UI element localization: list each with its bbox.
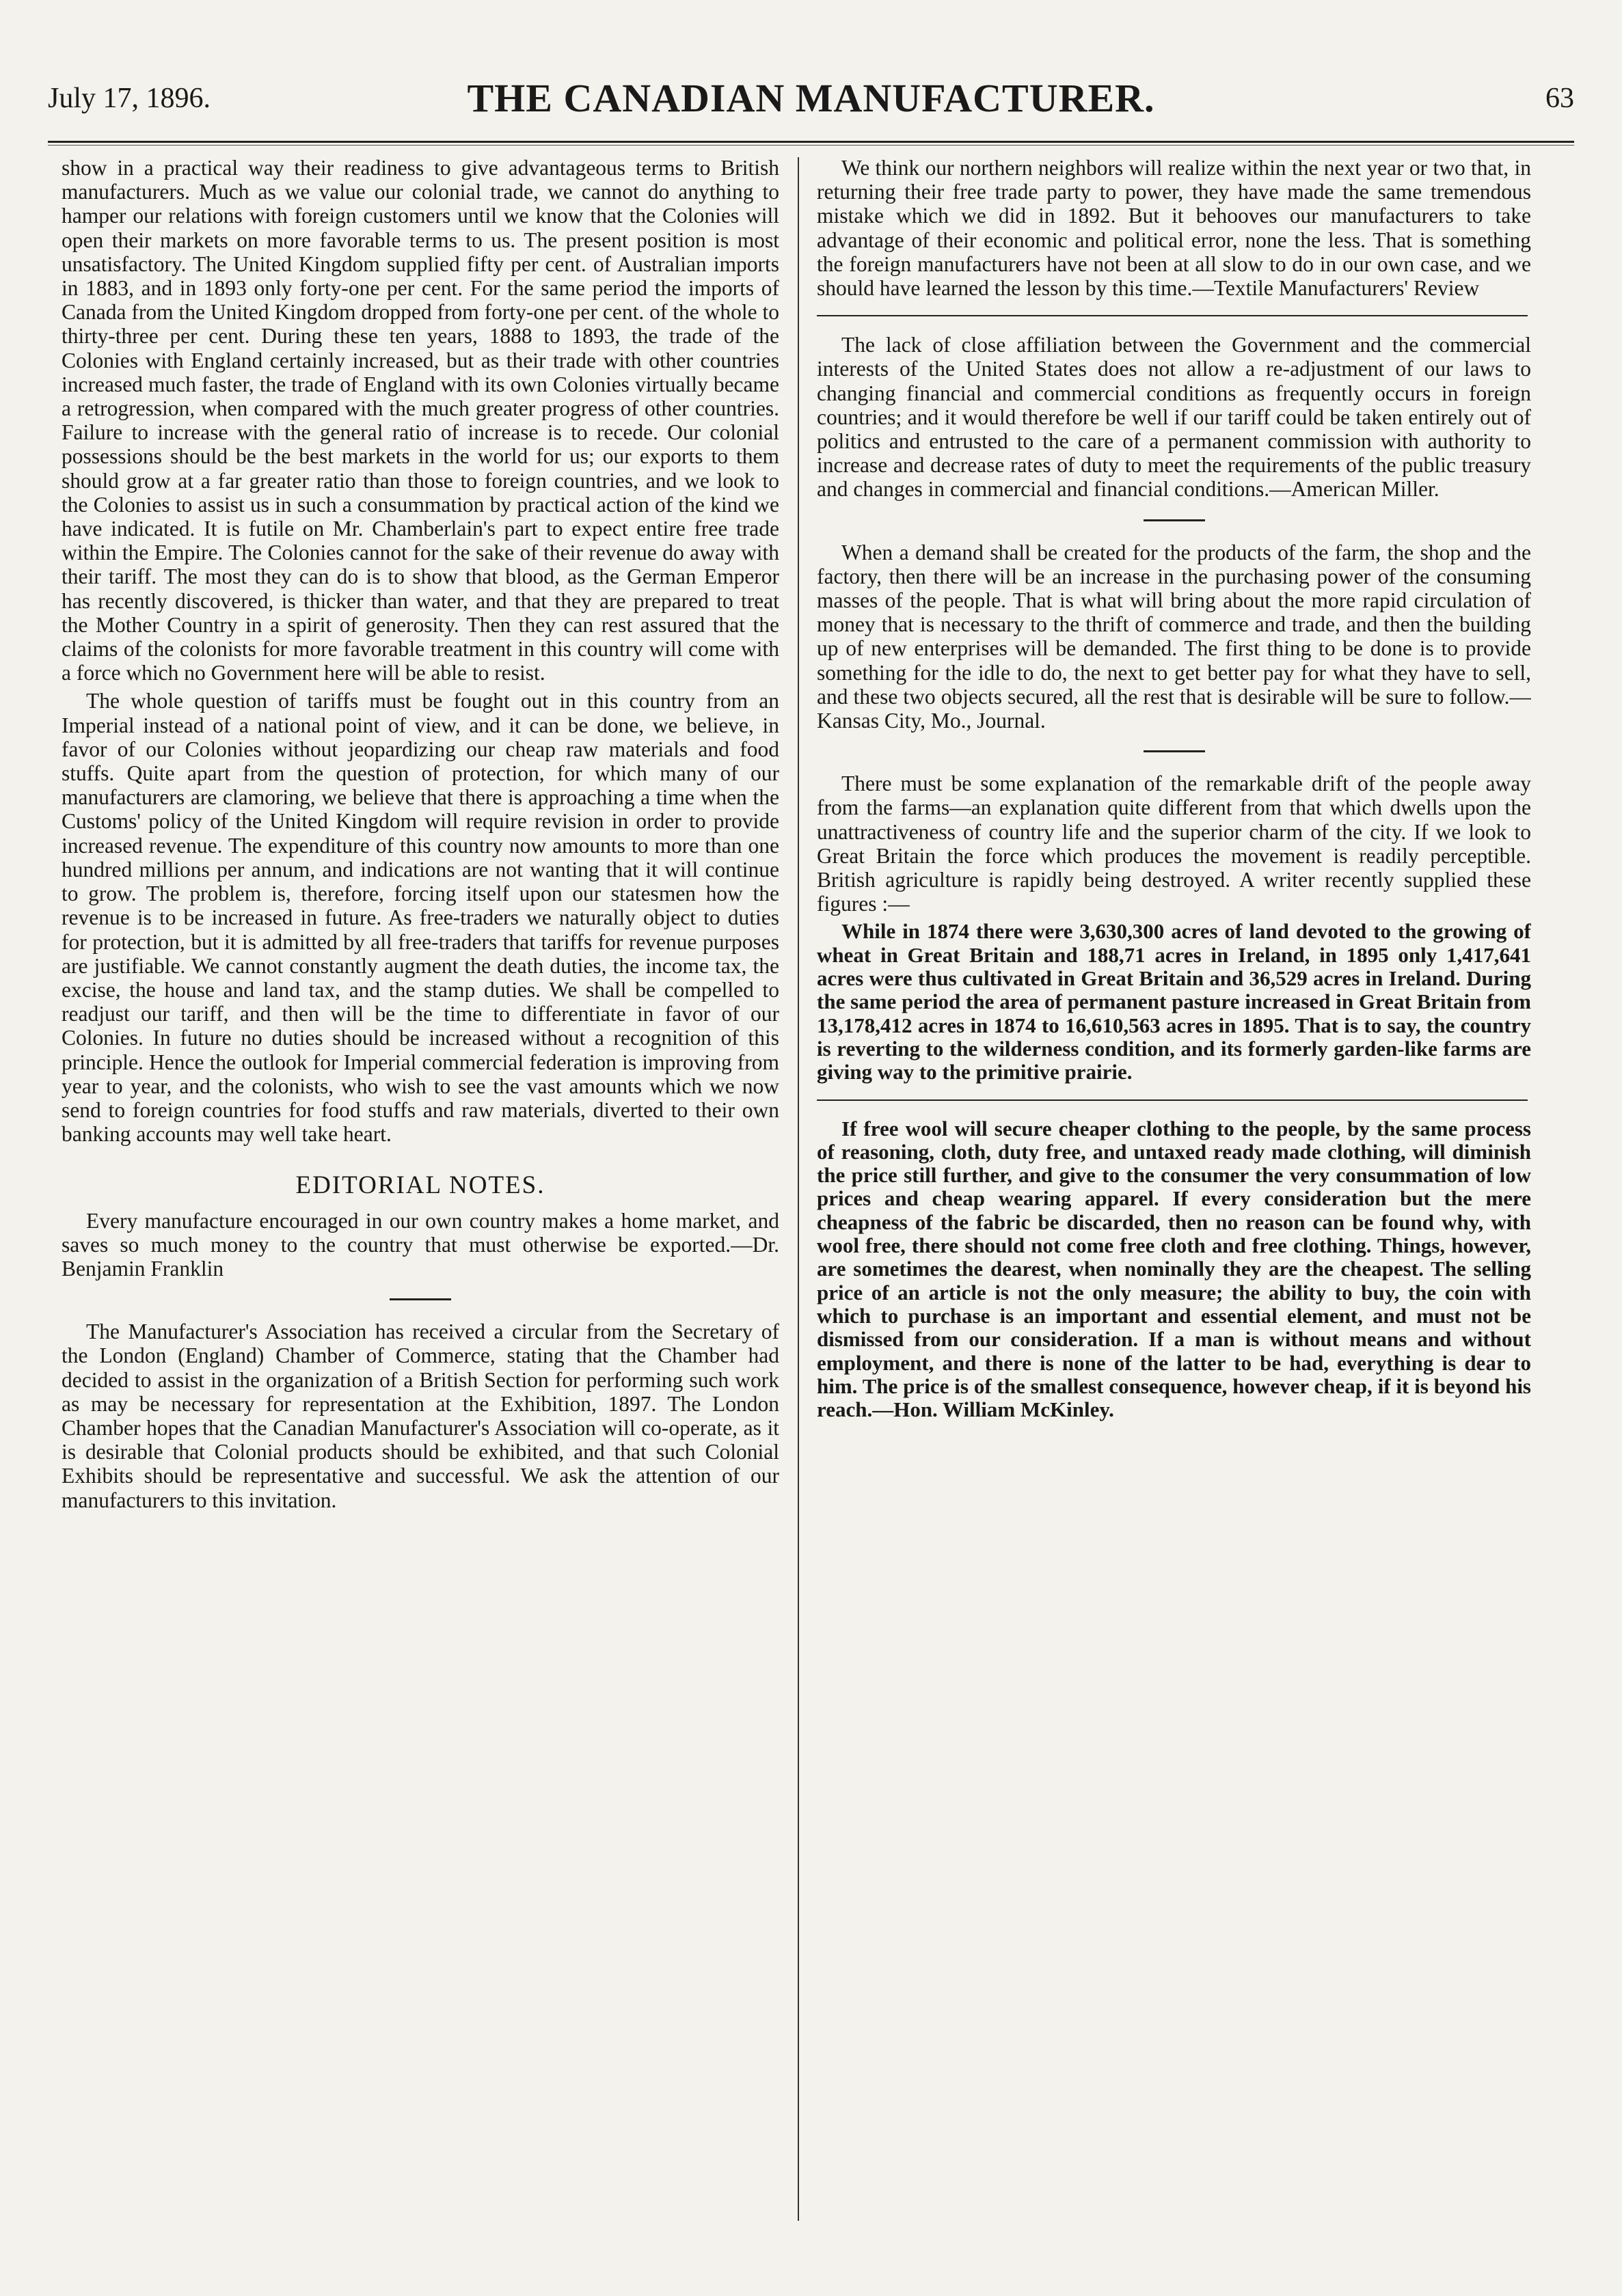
section-heading: EDITORIAL NOTES.	[295, 1171, 545, 1200]
editorial-note: While in 1874 there were 3,630,300 acres of land devoted to the growing of wheat in Great Britain and 188,71 acres in Ireland, in 1895 only 1,417,641 acres were thus cultivated in Great Britain and 36,529 acres in Ireland. During the same period the area of permanent pasture increased in Great Britain from 13,178,412 acres in 1874 to 16,610,563 acres in 1895. That is to say, the country is reverting to the wilderness condition, and its formerly garden-like farms are giving way to the primitive prairie.	[817, 919, 1531, 1084]
note-separator	[390, 1298, 451, 1300]
masthead: THE CANADIAN MANUFACTURER.	[467, 76, 1155, 120]
editorial-note: We think our northern neighbors will realize within the next year or two that, in returning their free trade party to power, they have made the same tremendous mistake which we did in 1892. But it behooves our manufacturers to take advantage of their economic and political error, none the less. That is something the foreign manufacturers have not been at all slow to do in our own case, and we should have learned the lesson by this time.—Textile Manufacturers' Review	[817, 156, 1531, 301]
issue-date: July 17, 1896.	[48, 83, 211, 114]
editorial-note: When a demand shall be created for the products of the farm, the shop and the factory, then there will be an increase in the purchasing power of the consuming masses of the people. That is what will bring about the more rapid circulation of money that is necessary to the thrift of commerce and trade, and then the building up of new enterprises will be demanded. The first thing to be done is to provide something for the idle to do, the next to get better pay for what they have to sell, and these two objects secured, all the rest that is desirable will be sure to follow.—Kansas City, Mo., Journal.	[817, 540, 1531, 733]
left-column	[62, 156, 779, 2217]
note-separator	[817, 315, 1528, 316]
editorial-note: The lack of close affiliation between the Government and the commercial interests of the United States does not allow a re-adjustment of our laws to changing financial and commercial conditions as frequently occurs in foreign countries; and it would therefore be well if our tariff could be taken entirely out of politics and entrusted to the care of a permanent commission with authority to increase and decrease rates of duty to meet the requirements of the public treasury and changes in commercial and financial conditions.—American Miller.	[817, 333, 1531, 502]
editorial-note: If free wool will secure cheaper clothing to the people, by the same process of reasoning, cloth, duty free, and untaxed ready made clothing, will diminish the price still further, and give to the consumer the very consummation of low prices and cheap wearing apparel. If every consideration but the mere cheapness of the fabric be discarded, then no reason can be found why, with wool free, there should not come free cloth and free clothing. Things, however, are sometimes the dearest, when nominally they are the cheapest. The selling price of an article is not the only measure; the ability to buy, the coin with which to purchase is an important and essential element, and must not be dismissed from our consideration. If a man is without means and without employment, and there is none of the latter to be had, everything is dear to him. The price is of the smallest consequence, however cheap, if it is beyond his reach.—Hon. William McKinley.	[817, 1116, 1531, 1422]
page-number: 63	[1545, 83, 1574, 114]
right-column	[817, 156, 1531, 2217]
note-separator	[1144, 519, 1205, 521]
column-divider	[798, 157, 799, 2221]
note-separator	[1144, 750, 1205, 752]
editorial-note: Every manufacture encouraged in our own country makes a home market, and saves so much money to the country that must otherwise be exported.—Dr. Benjamin Franklin	[62, 1208, 779, 1281]
editorial-note: There must be some explanation of the remarkable drift of the people away from the farms—an explanation quite different from that which dwells upon the unattractiveness of country life and the superior charm of the city. If we look to Great Britain the force which produces the movement is readily perceptible. British agriculture is rapidly being destroyed. A writer recently supplied these figures :—	[817, 771, 1531, 916]
note-separator	[817, 1099, 1528, 1101]
page-header	[41, 75, 1581, 144]
article-paragraph: show in a practical way their readiness to give advantageous terms to British manufacturers. Much as we value our colonial trade, we cannot do anything to hamper our relations with foreign customers until we know that the Colonies will open their markets on more favorable terms to us. The present position is most unsatisfactory. The United Kingdom supplied fifty per cent. of Australian imports in 1883, and in 1893 only forty-one per cent. For the same period the imports of Canada from the United Kingdom dropped from forty-one per cent. of the whole to thirty-three per cent. During these ten years, 1888 to 1893, the trade of the Colonies with England certainly increased, but as their trade with other countries increased much faster, the trade of England with its own Colonies virtually became a retrogression, when compared with the much greater progress of other countries. Failure to increase with the general ratio of increase is to recede. Our colonial possessions should be the best markets in the world for us; our exports to them should grow at a far greater ratio than those to foreign countries, and we look to the Colonies to assist us in such a consummation by practical action of the kind we have indicated. It is futile on Mr. Chamberlain's part to expect entire free trade within the Empire. The Colonies cannot for the sake of their revenue do away with their tariff. The most they can do is to show that blood, as the German Emperor has recently discovered, is thicker than water, and that they are prepared to treat the Mother Country in a spirit of generosity. Then they can rest assured that the claims of the colonists for more favorable treatment in this country will come with a force which no Government here will be able to resist.	[62, 156, 779, 685]
header-rule	[48, 141, 1574, 146]
editorial-note: The Manufacturer's Association has received a circular from the Secretary of the London (England) Chamber of Commerce, stating that the Chamber had decided to assist in the organization of a British Section for performing such work as may be necessary for representation at the Exhibition, 1897. The London Chamber hopes that the Canadian Manufacturer's Association will co-operate, as it is desirable that Colonial products should be exhibited, and that such Colonial Exhibits should be representative and successful. We ask the attention of our manufacturers to this invitation.	[62, 1320, 779, 1512]
article-paragraph: The whole question of tariffs must be fought out in this country from an Imperial instead of a national point of view, and it can be done, we believe, in favor of our Colonies without jeopardizing our cheap raw materials and food stuffs. Quite apart from the question of protection, for which many of our manufacturers are clamoring, we believe that there is approaching a time when the Customs' policy of the United Kingdom will require revision in order to provide increased revenue. The expenditure of this country now amounts to more than one hundred millions per annum, and indications are not wanting that it will continue to grow. The problem is, therefore, forcing itself upon our statesmen how the revenue is to be increased in future. As free-traders we naturally object to duties for protection, but it is admitted by all free-traders that tariffs for revenue purposes are justifiable. We cannot constantly augment the death duties, the income tax, the excise, the house and land tax, and the stamp duties. We shall be compelled to readjust our tariff, and then will be the time to differentiate in favor of our Colonies. In future no duties should be increased without a recognition of this principle. Hence the outlook for Imperial commercial federation is improving from year to year, and the colonists, who wish to see the vast amounts which we now send to foreign countries for food stuffs and raw materials, diverted to their own banking accounts may well take heart.	[62, 689, 779, 1147]
